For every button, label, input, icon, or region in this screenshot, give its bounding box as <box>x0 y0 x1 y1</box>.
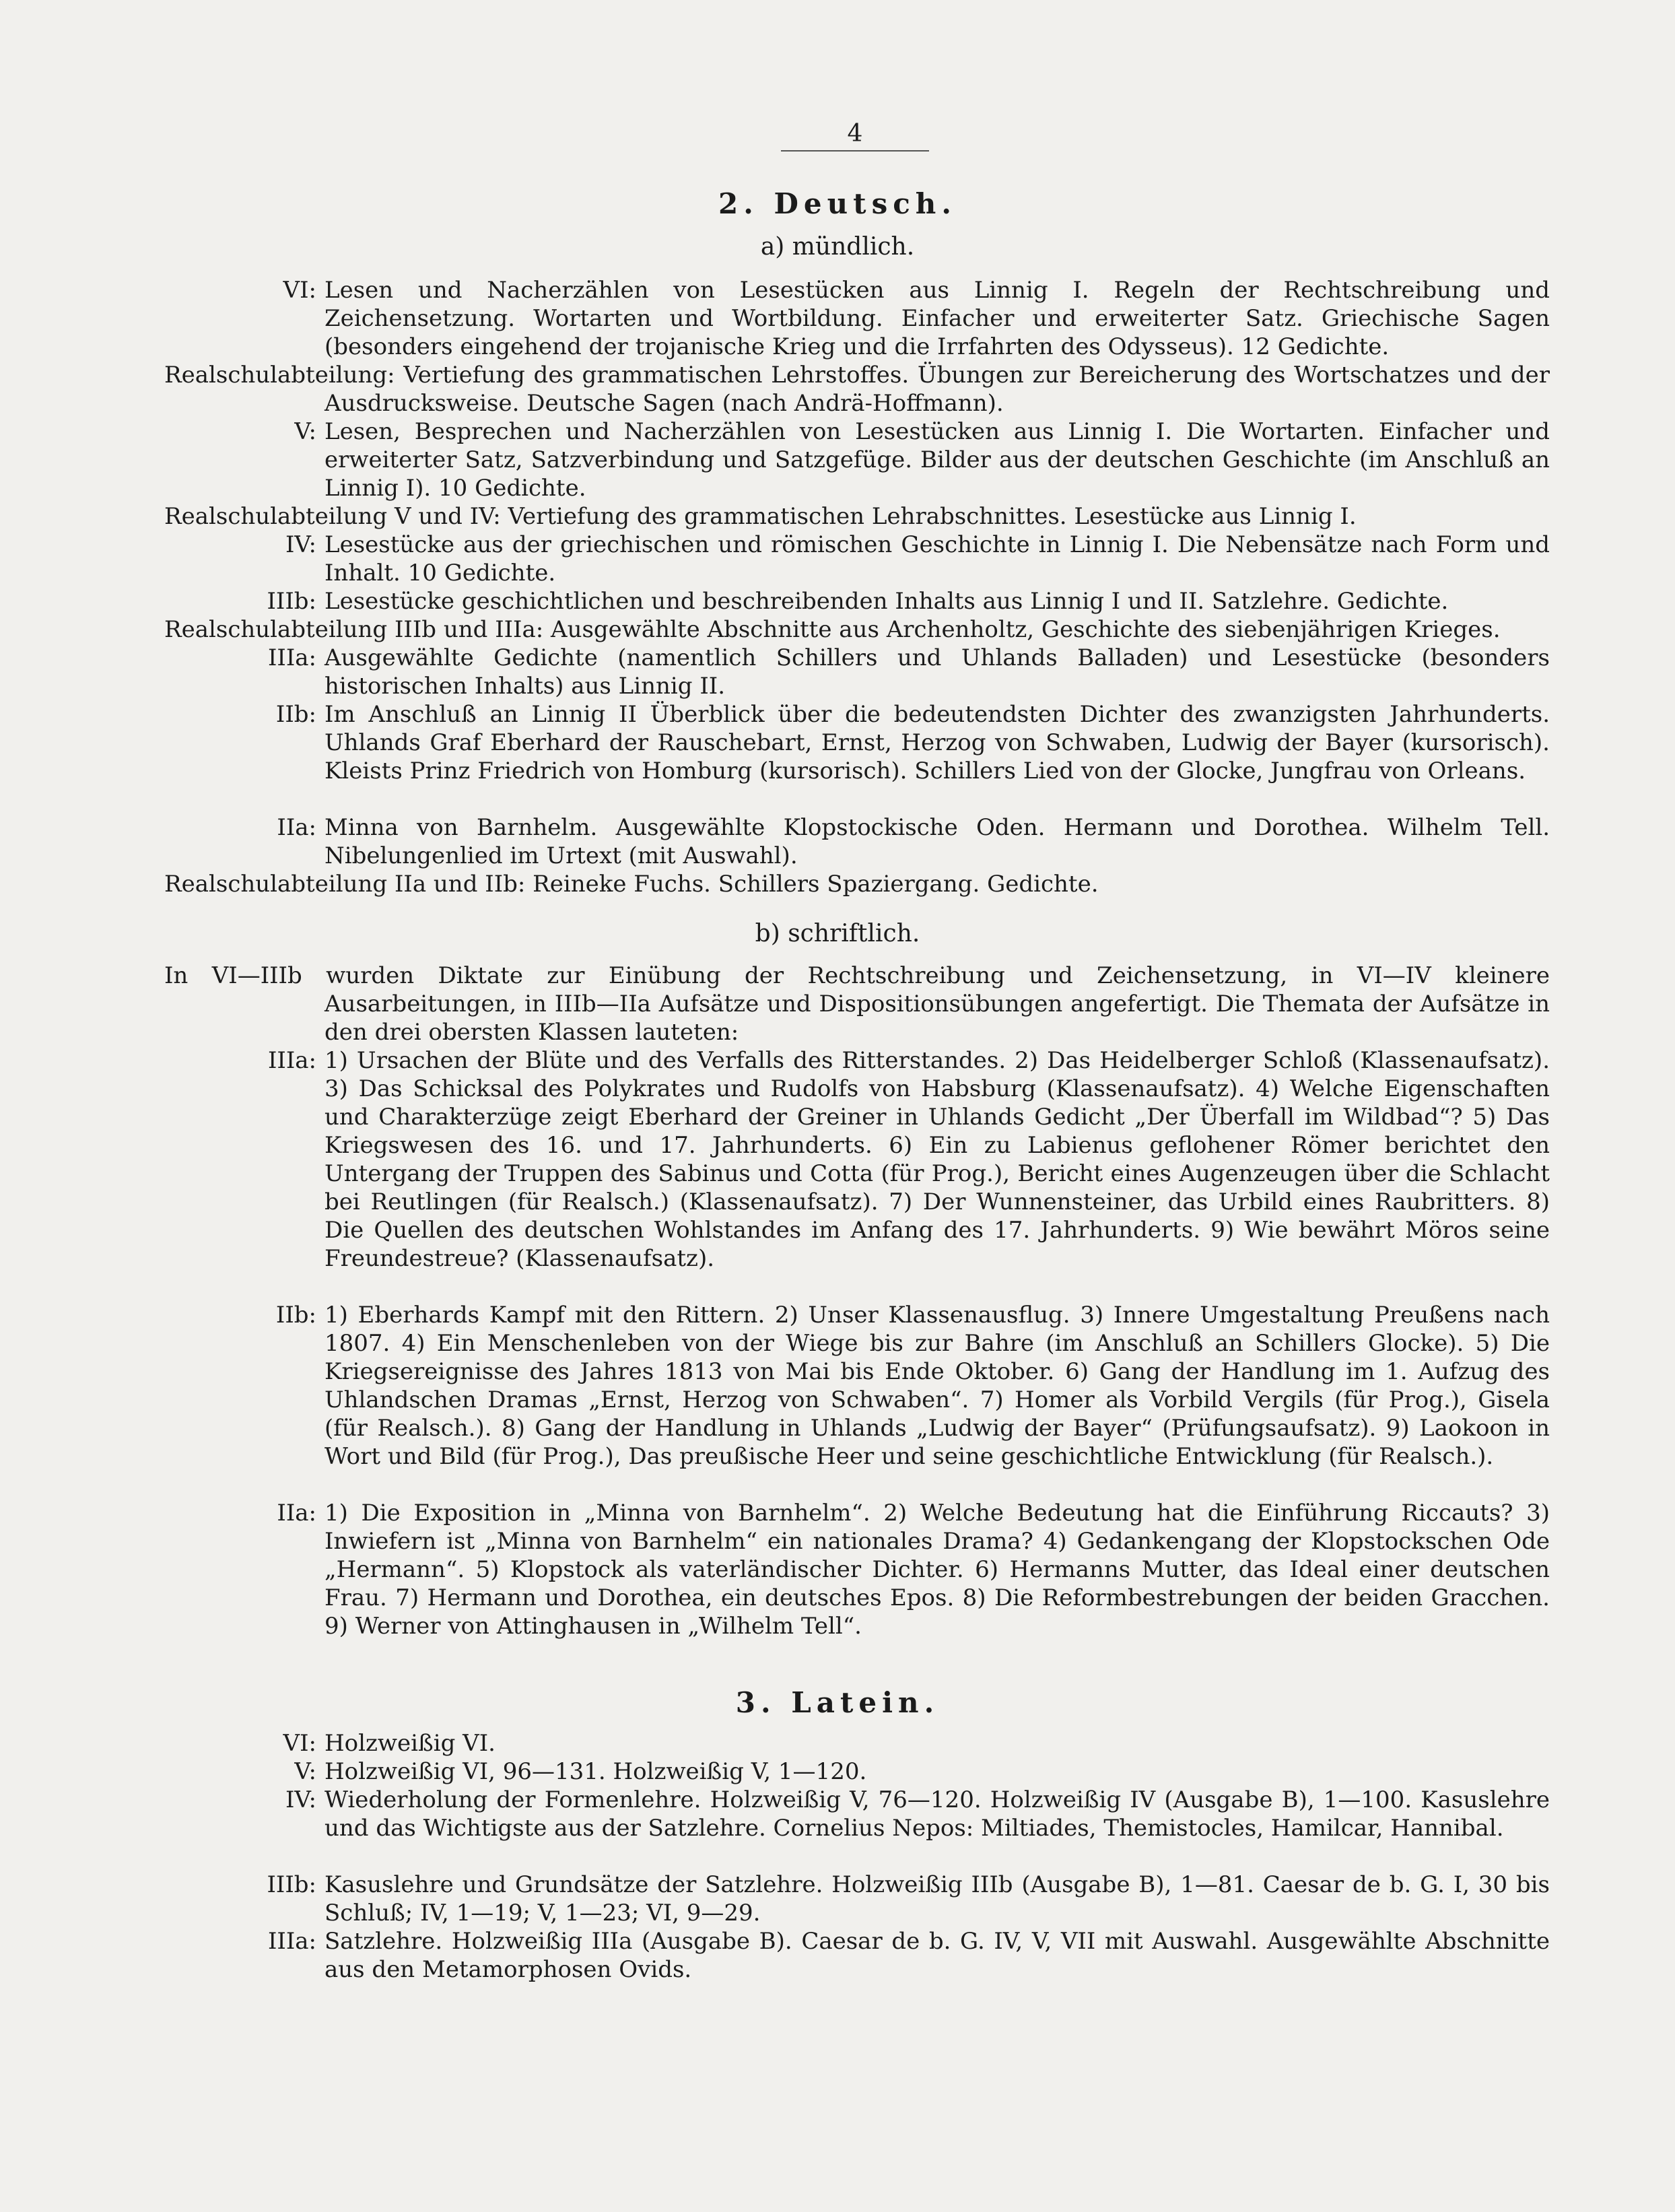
entry-text: Holzweißig VI, 96—131. Holzweißig V, 1—120. <box>324 1758 867 1785</box>
entry-text: Satzlehre. Holzweißig IIIa (Ausgabe B). Caesar de b. G. IV, V, VII mit Auswahl. Ausgewählte Abschnitte aus den Metamorphosen Ovids. <box>324 1928 1550 1983</box>
realschul-note: Realschulabteilung IIa und IIb: Reineke Fuchs. Schillers Spaziergang. Gedichte. <box>164 871 1099 898</box>
class-label: IV: <box>285 1786 316 1813</box>
schriftlich-intro: In VI—IIIb wurden Diktate zur Einübung der Rechtschreibung und Zeichensetzung, in VI—IV kleinere Ausarbeitungen, in IIIb—IIa Aufsätze und Dispositionsübungen angefertigt. Die Themata der Aufsätze in den drei obersten Klassen lauteten: <box>164 962 1550 1046</box>
class-label: V: <box>294 1758 316 1785</box>
entry-text: 1) Ursachen der Blüte und des Verfalls des Ritterstandes. 2) Das Heidelberger Schloß (Klassenaufsatz). 3) Das Schicksal des Polykrates und Rudolfs von Habsburg (Klassenaufsatz). 4) Welche Eigenschaften und Charakterzüge zeigt Eberhard der Greiner in Uhlands Gedicht „Der Überfall im Wildbad“? 5) Das Kriegswesen des 16. und 17. Jahrhunderts. 6) Ein zu Labienus geflohener Römer berichtet den Untergang der Truppen des Sabinus und Cotta (für Prog.), Bericht eines Augenzeugen über die Schlacht bei Reutlingen (für Realsch.) (Klassenaufsatz). 7) Der Wunnensteiner, das Urbild eines Raubritters. 8) Die Quellen des deutschen Wohlstandes im Anfang des 17. Jahrhunderts. 9) Wie bewährt Möros seine Freundestreue? (Klassenaufsatz). <box>324 1047 1550 1272</box>
section-heading-deutsch: 2. Deutsch. <box>718 187 957 220</box>
class-label: V: <box>294 418 316 445</box>
realschul-note: Realschulabteilung IIIb und IIIa: Ausgewählte Abschnitte aus Archenholtz, Geschichte des siebenjährigen Krieges. <box>164 616 1501 643</box>
realschul-note: Realschulabteilung V und IV: Vertiefung des grammatischen Lehrabschnittes. Lesestücke aus Linnig I. <box>164 503 1357 530</box>
class-label: IIIa: <box>267 1928 316 1955</box>
class-label: IIb: <box>275 701 316 728</box>
entry-text: Wiederholung der Formenlehre. Holzweißig V, 76—120. Holzweißig IV (Ausgabe B), 1—100. Kasuslehre und das Wichtigste aus der Satzlehre. Cornelius Nepos: Miltiades, Themistocles, Hamilcar, Hannibal. <box>324 1786 1550 1842</box>
class-label: VI: <box>283 277 316 304</box>
subheading-muendlich: a) mündlich. <box>760 233 915 261</box>
class-label: IIa: <box>277 814 316 841</box>
subheading-schriftlich: b) schriftlich. <box>755 920 920 947</box>
entry-text: Lesen und Nacherzählen von Lesestücken aus Linnig I. Regeln der Rechtschreibung und Zeichensetzung. Wortarten und Wortbildung. Einfacher und erweiterter Satz. Griechische Sagen (besonders eingehend der trojanische Krieg und die Irrfahrten des Odysseus). 12 Gedichte. <box>324 277 1550 360</box>
class-label: IV: <box>285 531 316 558</box>
class-label: VI: <box>283 1730 316 1757</box>
entry-text: Lesestücke geschichtlichen und beschreibenden Inhalts aus Linnig I und II. Satzlehre. Gedichte. <box>324 588 1449 615</box>
class-label: IIIb: <box>267 588 316 615</box>
entry-text: Ausgewählte Gedichte (namentlich Schillers und Uhlands Balladen) und Lesestücke (besonders historischen Inhalts) aus Linnig II. <box>324 644 1550 700</box>
realschul-note: Realschulabteilung: Vertiefung des grammatischen Lehrstoffes. Übungen zur Bereicherung des Wortschatzes und der Ausdrucksweise. Deutsche Sagen (nach Andrä-Hoffmann). <box>164 362 1550 417</box>
entry-text: Kasuslehre und Grundsätze der Satzlehre. Holzweißig IIIb (Ausgabe B), 1—81. Caesar de b. G. I, 30 bis Schluß; IV, 1—19; V, 1—23; VI, 9—29. <box>324 1871 1550 1926</box>
entry-text: Minna von Barnhelm. Ausgewählte Klopstockische Oden. Hermann und Dorothea. Wilhelm Tell. Nibelungenlied im Urtext (mit Auswahl). <box>324 814 1550 869</box>
class-label: IIb: <box>275 1302 316 1329</box>
entry-text: Lesen, Besprechen und Nacherzählen von Lesestücken aus Linnig I. Die Wortarten. Einfacher und erweiterter Satz, Satzverbindung und Satzgefüge. Bilder aus der deutschen Geschichte (im Anschluß an Linnig I). 10 Gedichte. <box>324 418 1550 502</box>
entry-text: Lesestücke aus der griechischen und römischen Geschichte in Linnig I. Die Nebensätze nach Form und Inhalt. 10 Gedichte. <box>324 531 1550 586</box>
class-label: IIIa: <box>267 644 316 671</box>
page-number: 4 <box>847 120 863 147</box>
entry-text: Im Anschluß an Linnig II Überblick über die bedeutendsten Dichter des zwanzigsten Jahrhunderts. Uhlands Graf Eberhard der Rauschebart, Ernst, Herzog von Schwaben, Ludwig der Bayer (kursorisch). Kleists Prinz Friedrich von Homburg (kursorisch). Schillers Lied von der Glocke, Jungfrau von Orleans. <box>324 701 1550 784</box>
entry-text: 1) Eberhards Kampf mit den Rittern. 2) Unser Klassenausflug. 3) Innere Umgestaltung Preußens nach 1807. 4) Ein Menschenleben von der Wiege bis zur Bahre (im Anschluß an Schillers Glocke). 5) Die Kriegsereignisse des Jahres 1813 von Mai bis Ende Oktober. 6) Gang der Handlung im 1. Aufzug des Uhlandschen Dramas „Ernst, Herzog von Schwaben“. 7) Homer als Vorbild Vergils (für Prog.), Gisela (für Realsch.). 8) Gang der Handlung in Uhlands „Ludwig der Bayer“ (Prüfungsaufsatz). 9) Laokoon in Wort und Bild (für Prog.), Das preußische Heer und seine geschichtliche Entwicklung (für Realsch.). <box>324 1302 1550 1470</box>
class-label: IIIb: <box>267 1871 316 1898</box>
section-heading-latein: 3. Latein. <box>735 1686 940 1719</box>
page-number-rule <box>781 150 929 152</box>
entry-text: Holzweißig VI. <box>324 1730 495 1757</box>
entry-text: 1) Die Exposition in „Minna von Barnhelm“. 2) Welche Bedeutung hat die Einführung Riccauts? 3) Inwiefern ist „Minna von Barnhelm“ ein nationales Drama? 4) Gedankengang der Klopstockschen Ode „Hermann“. 5) Klopstock als vaterländischer Dichter. 6) Hermanns Mutter, das Ideal einer deutschen Frau. 7) Hermann und Dorothea, ein deutsches Epos. 8) Die Reformbestrebungen der beiden Gracchen. 9) Werner von Attinghausen in „Wilhelm Tell“. <box>324 1500 1550 1640</box>
class-label: IIa: <box>277 1500 316 1527</box>
class-label: IIIa: <box>267 1047 316 1074</box>
